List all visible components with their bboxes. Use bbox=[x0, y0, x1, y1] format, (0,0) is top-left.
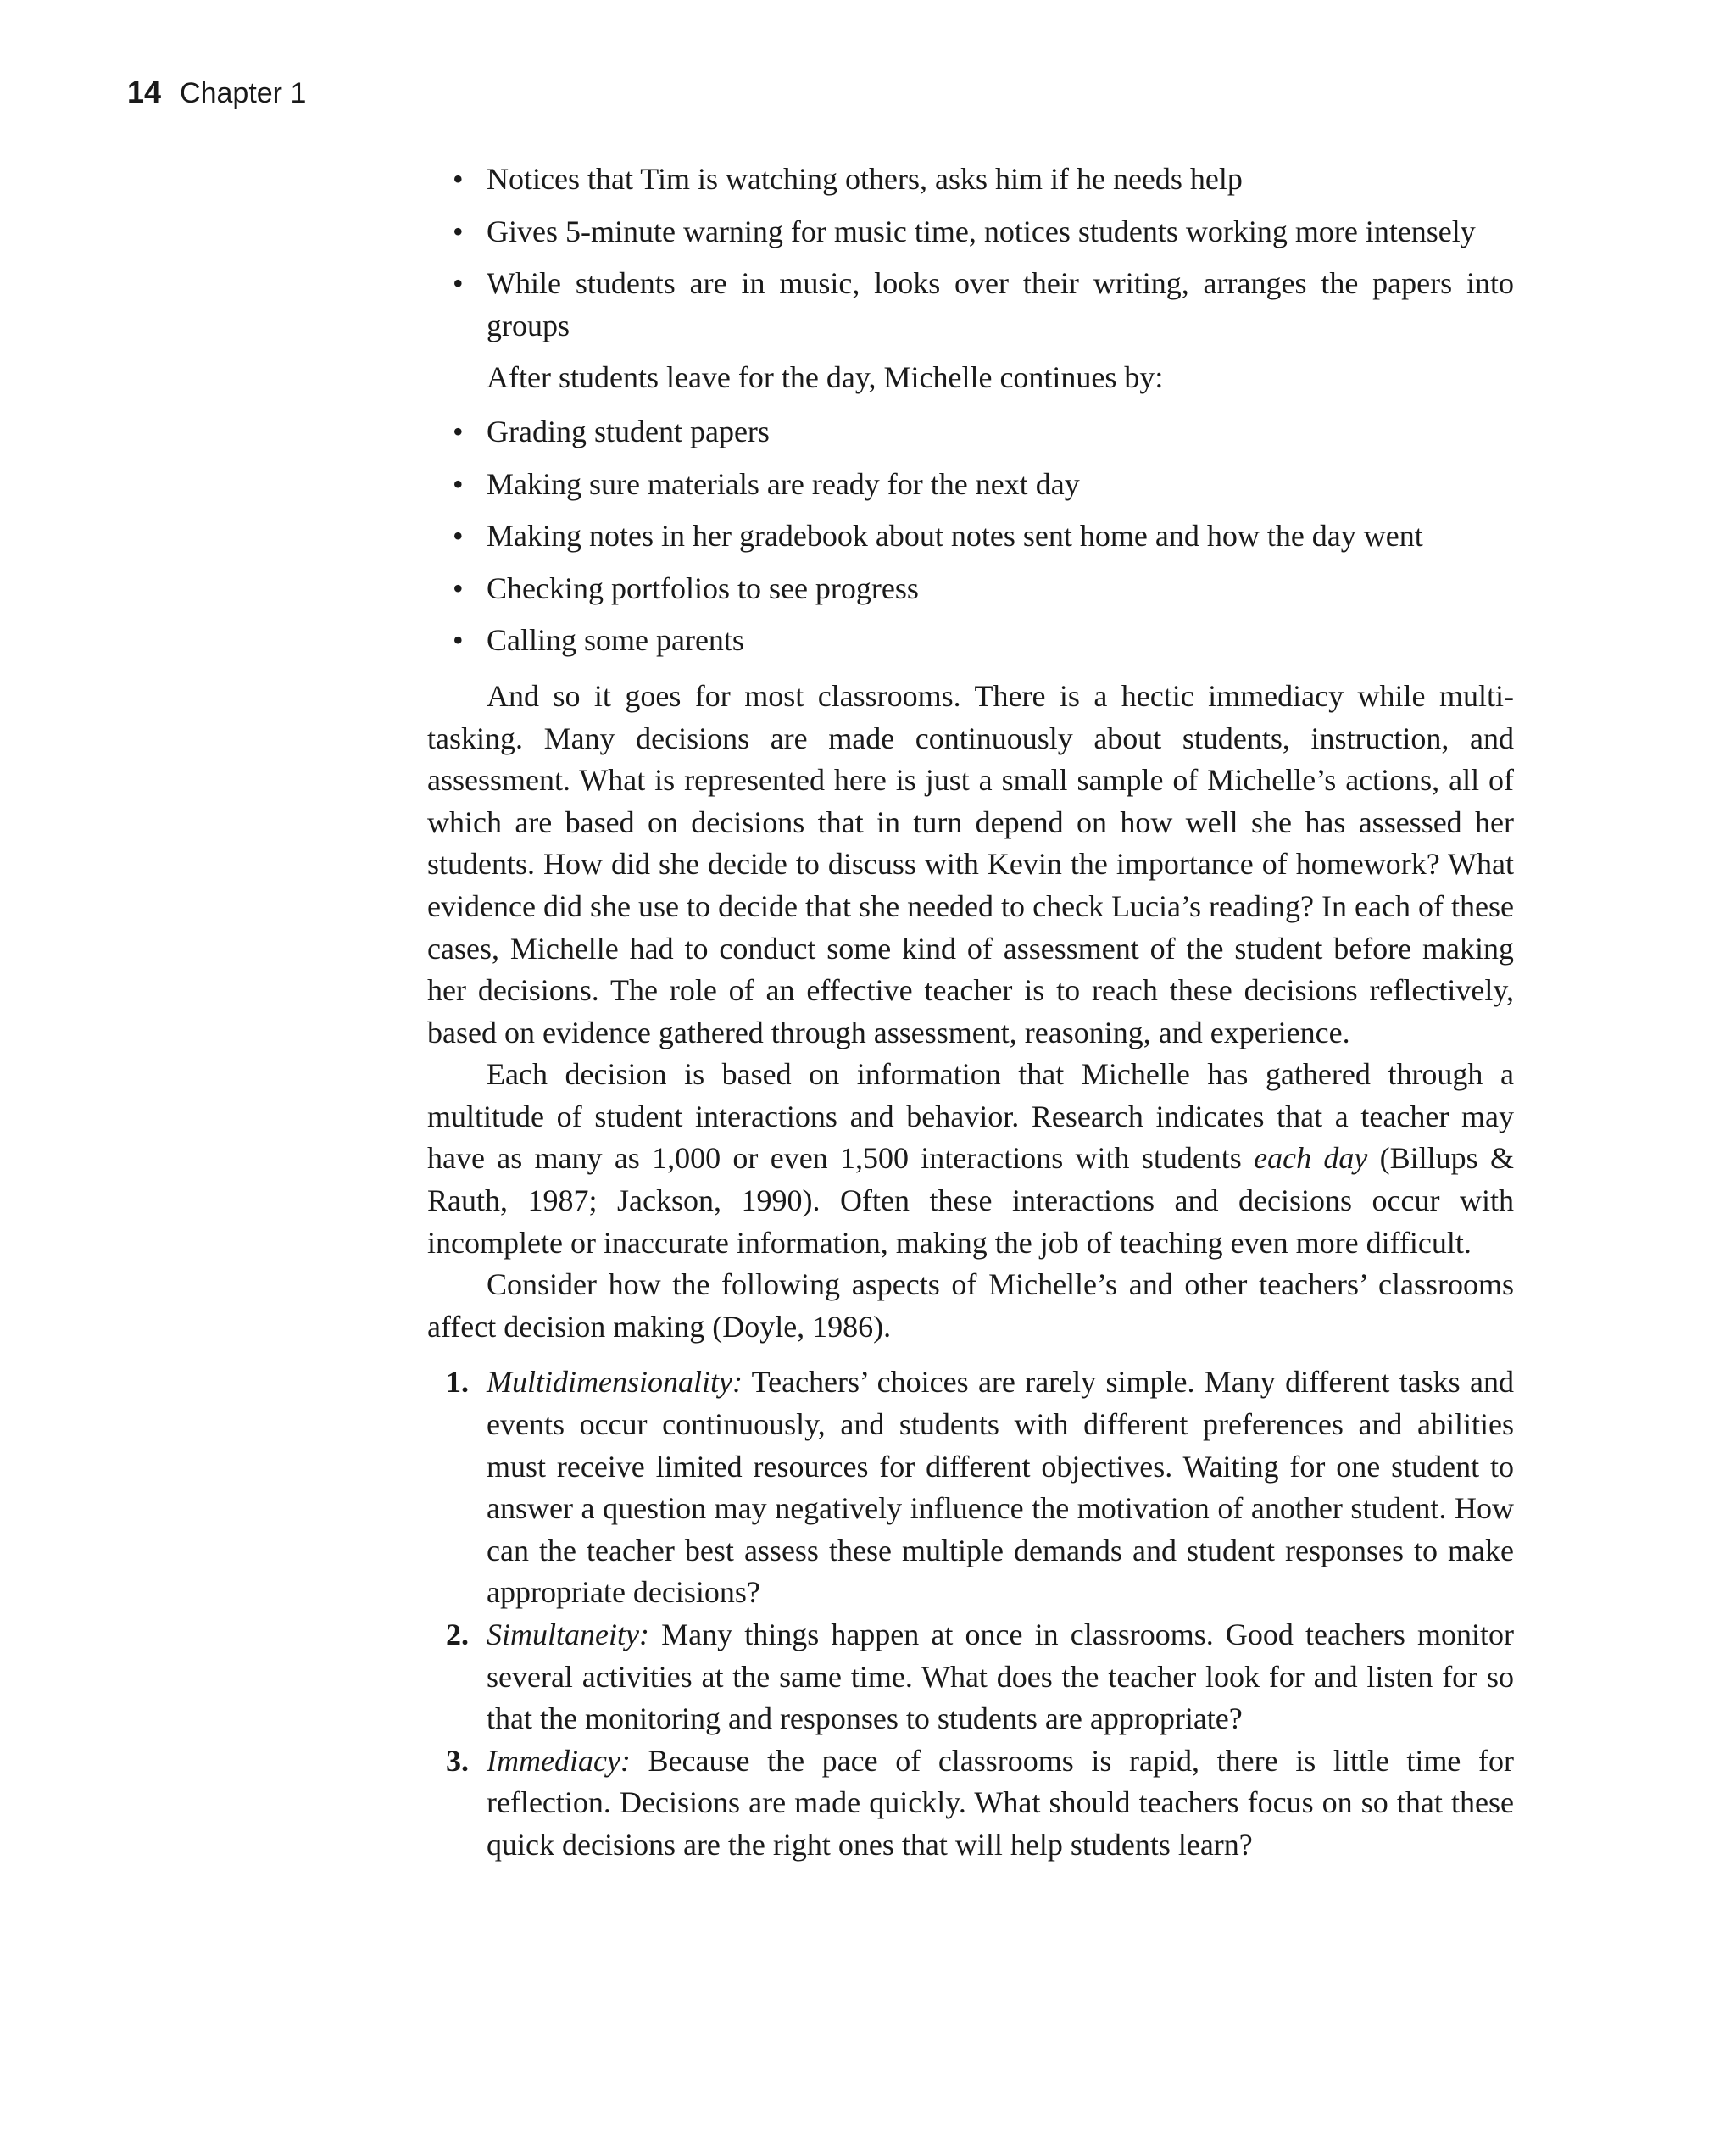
list-item: • Gives 5-minute warning for music time, notices students working more intensely bbox=[427, 211, 1514, 253]
list-item: • While students are in music, looks over their writing, arranges the papers into groups bbox=[427, 263, 1514, 347]
numbered-list bbox=[427, 1361, 1514, 1866]
bullet-list-after bbox=[427, 411, 1514, 662]
page-number: 14 bbox=[127, 75, 162, 109]
list-item: • Notices that Tim is watching others, asks him if he needs help bbox=[427, 159, 1514, 201]
bullet-icon: • bbox=[453, 266, 464, 301]
bullet-icon: • bbox=[453, 162, 464, 196]
list-item: • Making sure materials are ready for the next day bbox=[427, 464, 1514, 506]
numbered-item-simultaneity: 2. Simultaneity: Many things happen at once in classrooms. Good teachers monitor several activities at the same time. What does the teacher look for and listen for so that the monitoring and responses to students are appropriate? bbox=[446, 1617, 1514, 1736]
numbered-item-immediacy: 3. Immediacy: Because the pace of classrooms is rapid, there is little time for reflection. Decisions are made quickly. What should teachers focus on so that these quick decisions are the right ones that will help students learn? bbox=[446, 1743, 1514, 1862]
page-body bbox=[427, 159, 1514, 1867]
bullet-icon: • bbox=[453, 466, 464, 501]
list-item: • Checking portfolios to see progress bbox=[427, 568, 1514, 610]
paragraph-consider-aspects: Consider how the following aspects of Michelle’s and other teachers’ classrooms affect decision making (Doyle, 1986). bbox=[427, 1267, 1514, 1344]
paragraph-decision-information: Each decision is based on information that Michelle has gathered through a multitude of student interactions and behavior. Research indicates that a teacher may have as many as 1,000 or even 1,500 interactions with students each day (Billups & Rauth, 1987; Jackson, 1990). Often these interactions and decisions occur with incomplete or inaccurate information, making the job of teaching even more difficult. bbox=[427, 1057, 1514, 1260]
bullet-icon: • bbox=[453, 214, 464, 248]
bullet-icon: • bbox=[453, 519, 464, 554]
running-head bbox=[127, 71, 306, 114]
bullet-list-top bbox=[427, 159, 1514, 347]
paragraph-hectic-immediacy: And so it goes for most classrooms. There is a hectic immediacy while multitasking. Many decisions are made continuously about students, instruction, and assessment. What is represented here is just a small sample of Michelle’s actions, all of which are based on decisions that in turn depend on how well she has assessed her students. How did she decide to discuss with Kevin the importance of homework? What evidence did she use to decide that she needed to check Lucia’s reading? In each of these cases, Michelle had to conduct some kind of assessment of the student before making her decisions. The role of an effective teacher is to reach these decisions reflectively, based on evidence gathered through assessment, reasoning, and experience. bbox=[427, 678, 1514, 1049]
list-item: • Making notes in her gradebook about notes sent home and how the day went bbox=[427, 515, 1514, 558]
emphasis-each-day: each day bbox=[1254, 1141, 1368, 1176]
bullet-icon: • bbox=[453, 623, 464, 658]
chapter-label: Chapter 1 bbox=[180, 77, 307, 109]
list-item: • Grading student papers bbox=[427, 411, 1514, 454]
numbered-item-multidimensionality: 1. Multidimensionality: Teachers’ choices are rarely simple. Many different tasks and events occur continuously, and students with different preferences and abilities must receive limited resources for different objectives. Waiting for one student to answer a question may negatively influence the motivation of another student. How can the teacher best assess these multiple demands and student responses to make appropriate decisions? bbox=[446, 1365, 1514, 1610]
after-students-text: After students leave for the day, Michelle continues by: bbox=[487, 360, 1164, 395]
bullet-icon: • bbox=[453, 571, 464, 605]
list-item: • Calling some parents bbox=[427, 620, 1514, 662]
bullet-icon: • bbox=[453, 414, 464, 448]
